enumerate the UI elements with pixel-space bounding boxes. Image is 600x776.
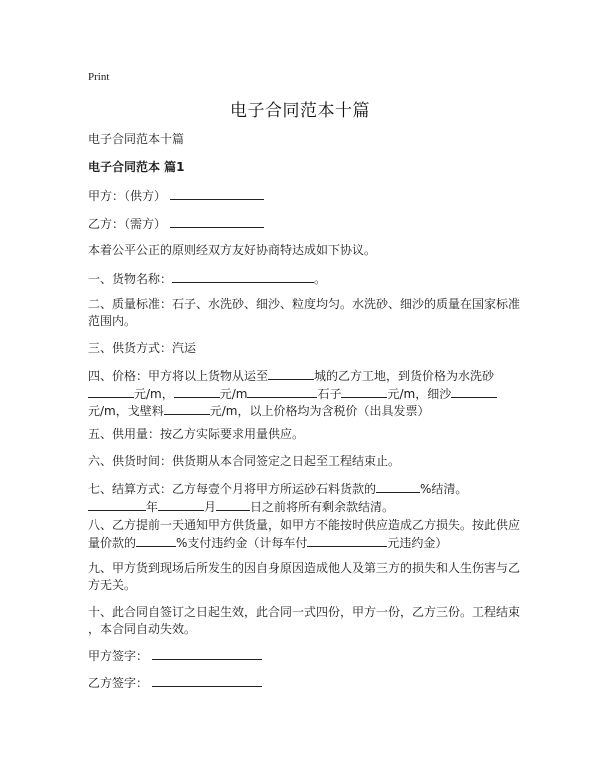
penalty-percent-blank[interactable] [136, 534, 176, 547]
year-blank[interactable] [88, 498, 146, 511]
stone-price-blank[interactable] [341, 385, 387, 398]
clause-7-text: 七、结算方式：乙方每壹个月将甲方所运砂石料货款的 [88, 482, 377, 496]
section-heading: 电子合同范本 篇1 [88, 160, 185, 174]
clause-7-text: 月 [204, 499, 217, 514]
party-b-blank[interactable] [170, 215, 264, 228]
clause-2-line-2: 范围内。 [88, 313, 137, 328]
clause-4-line-3 [88, 402, 518, 420]
clause-7-line-1 [88, 480, 518, 498]
clause-9-line-2: 方无关。 [88, 577, 137, 592]
signature-a-line [88, 647, 518, 665]
clause-6: 六、供货时间：供货期从本合同签定之日起至工程结束止。 [88, 454, 401, 468]
clause-4-text: 元/m，以上价格均为含税价（出具发票） [209, 404, 430, 418]
day-blank[interactable] [216, 498, 250, 511]
clause-8 [88, 517, 521, 551]
goods-name-blank[interactable] [172, 270, 314, 283]
clause-7-text: 年 [146, 499, 159, 514]
clause-7-text: %结清。 [420, 482, 468, 496]
gobi-material-price-blank[interactable] [164, 402, 210, 415]
clause-1-label: 一、货物名称： [88, 272, 173, 286]
party-b-label: 乙方：（需方） [88, 217, 167, 231]
signature-b-line [88, 674, 518, 692]
clause-10-line-2: ，本合同自动失效。 [88, 621, 197, 636]
clause-8-text: 量价款的 [88, 535, 137, 550]
clause-10-line-1: 十、此合同自签订之日起生效，此合同一式四份，甲方一份，乙方三份。工程结束 [88, 605, 521, 619]
penalty-amount-blank[interactable] [307, 534, 387, 547]
clause-9 [88, 560, 521, 593]
clause-4-text: 石子 [317, 386, 342, 401]
clause-1 [88, 270, 518, 288]
fine-sand-price-blank[interactable] [451, 385, 497, 398]
price-blank-3[interactable] [247, 385, 317, 398]
signature-a-blank[interactable] [152, 647, 262, 660]
settlement-percent-blank[interactable] [376, 480, 420, 493]
signature-b-blank[interactable] [152, 674, 262, 687]
document-title: 电子合同范本十篇 [230, 101, 370, 121]
print-label: Print [88, 71, 110, 83]
clause-4-text: 元/m， [134, 386, 174, 401]
clause-8-line-2 [88, 534, 518, 552]
document-subtitle: 电子合同范本十篇 [88, 132, 185, 146]
clause-8-line-1: 八、乙方提前一天通知甲方供货量，如甲方不能按时供应造成乙方损失。按此供应 [88, 518, 521, 532]
party-a-blank[interactable] [170, 187, 264, 200]
clause-2 [88, 296, 521, 329]
clause-1-suffix: 。 [314, 272, 327, 286]
destination-blank[interactable] [268, 367, 314, 380]
month-blank[interactable] [158, 498, 204, 511]
preamble: 本着公平公正的原则经双方友好协商特达成如下协议。 [88, 243, 377, 257]
clause-8-text: 元违约金） [387, 535, 448, 550]
party-a-line [88, 187, 518, 205]
clause-7-line-2 [88, 498, 518, 516]
clause-4 [88, 367, 518, 420]
clause-8-text: %支付违约金（计每车付 [176, 535, 308, 550]
clause-5: 五、供用量：按乙方实际要求用量供应。 [88, 427, 305, 441]
clause-9-line-1: 九、甲方货到现场后所发生的因自身原因造成他人及第三方的损失和人生伤害与乙 [88, 561, 521, 575]
signature-a-label: 甲方签字： [88, 649, 149, 663]
clause-4-text: 元/m [219, 386, 248, 401]
signature-b-label: 乙方签字： [88, 676, 149, 690]
clause-2-line-1: 二、质量标准：石子、水洗砂、细沙、粒度均匀。水洗砂、细沙的质量在国家标准 [88, 297, 521, 311]
clause-4-line-1 [88, 367, 518, 385]
clause-4-text: 城的乙方工地，到货价格为水洗砂 [314, 369, 495, 383]
price-blank-2[interactable] [174, 385, 220, 398]
clause-7 [88, 480, 518, 515]
washed-sand-price-blank[interactable] [88, 385, 134, 398]
clause-4-text: 元/m，细沙 [387, 386, 452, 401]
clause-7-text: 日之前将所有剩余款结清。 [250, 499, 395, 514]
party-b-line [88, 215, 518, 233]
party-a-label: 甲方：（供方） [88, 189, 167, 203]
clause-4-line-2 [88, 385, 518, 403]
clause-3: 三、供货方式：汽运 [88, 341, 197, 355]
clause-4-text: 四、价格：甲方将以上货物从运至 [88, 369, 269, 383]
clause-10 [88, 604, 521, 637]
clause-4-text: 元/m，戈壁料 [88, 404, 164, 418]
